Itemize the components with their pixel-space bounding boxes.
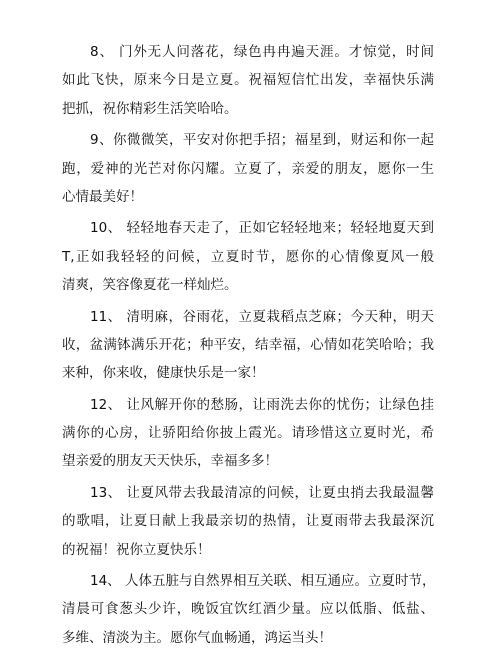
text-line: 的歌唱，让夏日献上我最亲切的热情，让夏雨带去我最深沉 <box>62 513 434 530</box>
text-line: 清晨可食葱头少许，晚饭宜饮红酒少量。应以低脂、低盐、 <box>62 601 434 618</box>
paragraph-11 <box>62 303 434 388</box>
text-line: 11、 清明麻，谷雨花，立夏栽稻点芝麻；今天种，明天 <box>90 308 434 325</box>
paragraph-14 <box>62 567 434 652</box>
text-line: 清爽，笑容像夏花一样灿烂。 <box>62 277 238 294</box>
text-line: 的祝福！祝你立夏快乐！ <box>62 541 211 558</box>
text-line: 望亲爱的朋友天天快乐，幸福多多！ <box>62 453 278 470</box>
text-line: 满你的心房，让骄阳给你披上霞光。请珍惜这立夏时光，希 <box>62 425 434 442</box>
text-line: 心情最美好！ <box>62 188 143 205</box>
text-line: 14、 人体五脏与自然界相互关联、相互通应。立夏时节， <box>90 573 436 590</box>
paragraph-8 <box>62 38 434 123</box>
text-line: 9、你微微笑，平安对你把手招；福星到，财运和你一起 <box>90 132 434 149</box>
document-body <box>62 38 434 655</box>
text-line: 把抓，祝你精彩生活笑哈哈。 <box>62 100 238 117</box>
text-line: 10、 轻轻地春天走了，正如它轻轻地来；轻轻地夏天到 <box>90 220 434 237</box>
text-line: 跑，爱神的光芒对你闪耀。立夏了，亲爱的朋友，愿你一生 <box>62 160 434 177</box>
text-line: T,正如我轻轻的问候，立夏时节，愿你的心情像夏风一般 <box>62 248 434 265</box>
text-line: 12、 让风解开你的愁肠，让雨洗去你的忧伤；让绿色挂 <box>90 396 434 413</box>
text-line: 多维、清淡为主。愿你气血畅通，鸿运当头！ <box>62 629 332 646</box>
paragraph-12 <box>62 391 434 476</box>
paragraph-9 <box>62 126 434 211</box>
text-line: 13、 让夏风带去我最清凉的问候，让夏虫捎去我最温馨 <box>90 484 434 501</box>
paragraph-10 <box>62 214 434 299</box>
text-line: 收，盆满钵满乐开花；种平安，结幸福，心情如花笑哈哈；我 <box>62 336 434 353</box>
text-line: 8、 门外无人问落花，绿色冉冉遍天涯。才惊觉，时间 <box>90 44 434 60</box>
text-line: 如此飞快，原来今日是立夏。祝福短信忙出发，幸福快乐满 <box>62 72 434 89</box>
text-line: 来种，你来收，健康快乐是一家！ <box>62 365 265 382</box>
paragraph-13 <box>62 479 434 564</box>
